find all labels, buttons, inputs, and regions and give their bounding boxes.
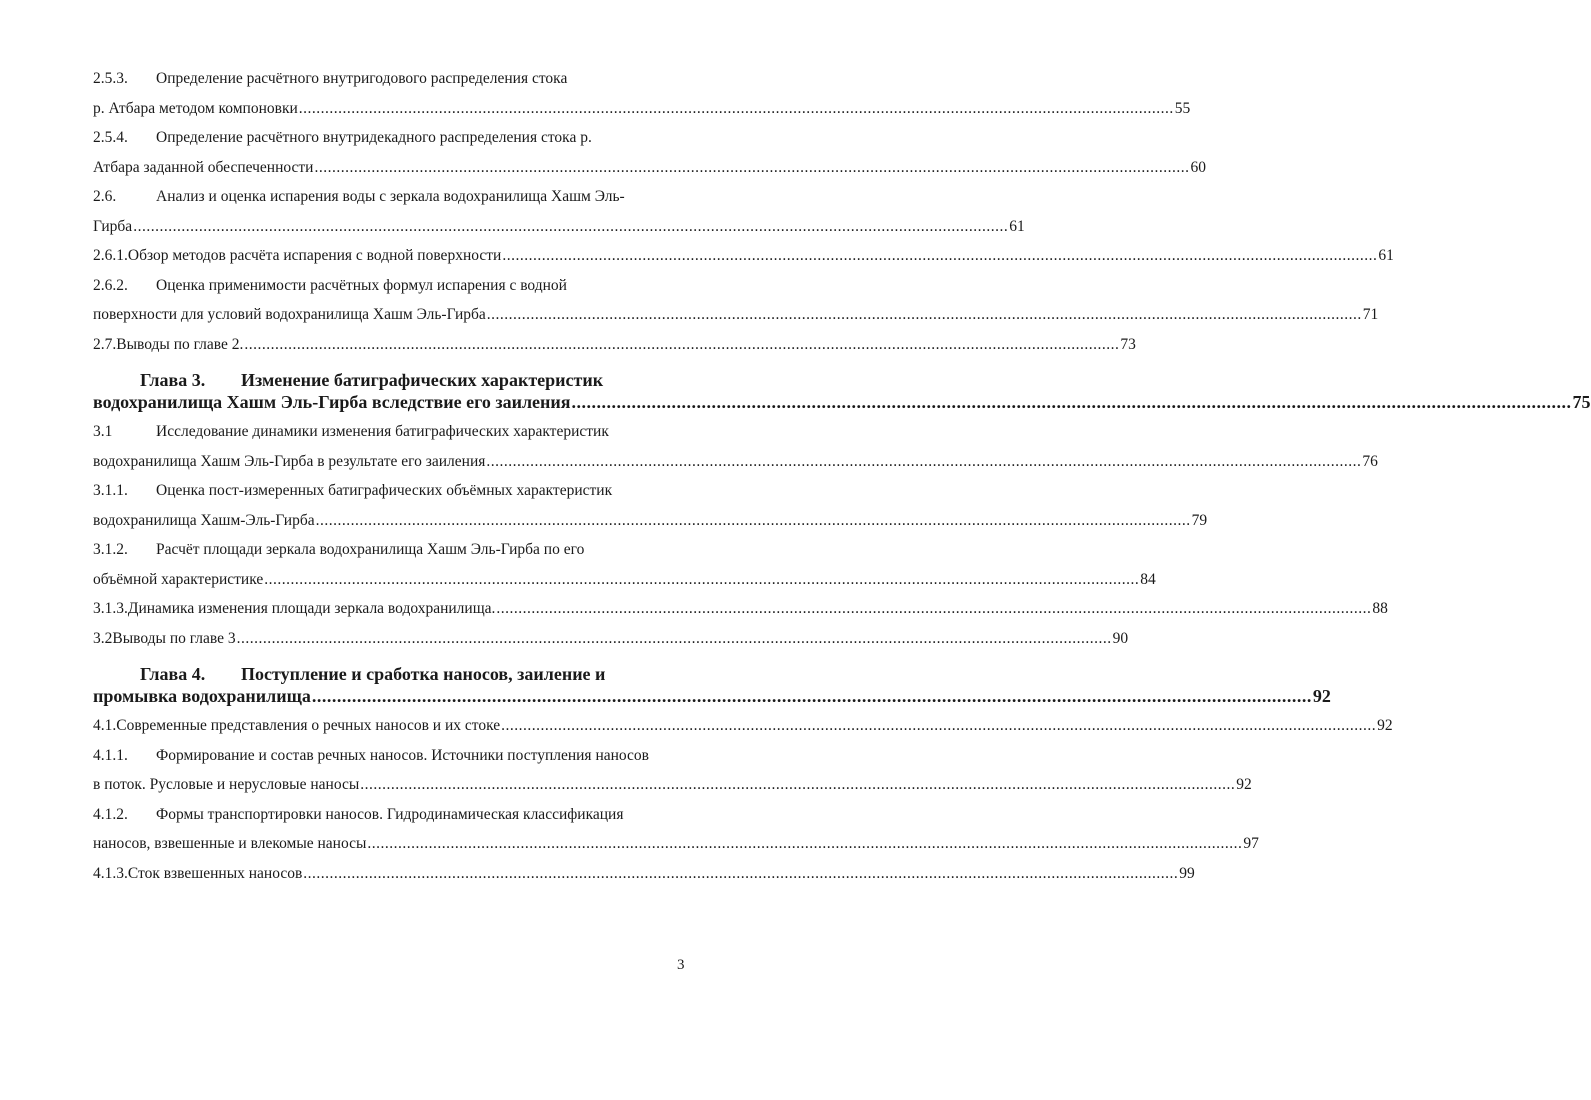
toc-entry-title: Формы транспортировки наносов. Гидродинамическая классификация: [156, 805, 624, 823]
toc-entry-title: Определение расчётного внутригодового распределения стока: [156, 70, 568, 87]
toc-entry-number: 2.5.3.: [93, 70, 128, 87]
toc-entry-3-1[interactable]: [93, 417, 1378, 476]
toc-entry-title: Динамика изменения площади зеркала водохранилища.: [127, 600, 496, 617]
toc-entry-page: 61: [1009, 217, 1025, 235]
toc-entry-title-cont: в поток. Русловые и нерусловые наносы: [93, 776, 360, 793]
leader-dots: [264, 565, 1139, 595]
toc-entry-2-6-1[interactable]: [93, 241, 1394, 271]
leader-dots: [299, 94, 1174, 124]
toc-entry-number: 4.1.1.: [93, 746, 128, 764]
toc-entry-title: Исследование динамики изменения батиграфических характеристик: [156, 423, 609, 440]
toc-chapter-4[interactable]: [93, 663, 1331, 707]
leader-dots: [312, 685, 1312, 707]
toc-entry-title: Современные представления о речных наносов и их стоке: [116, 717, 501, 734]
toc-entry-title: Анализ и оценка испарения воды с зеркала водохранилища Хашм Эль-: [156, 188, 625, 205]
toc-entry-page: 92: [1377, 717, 1393, 734]
leader-dots: [501, 711, 1376, 741]
toc-entry-number: 3.1.1.: [93, 482, 128, 499]
chapter-page: 75: [1572, 392, 1591, 412]
toc-entry-2-7[interactable]: [93, 330, 1136, 360]
toc-entry-number: 2.6.2.: [93, 276, 128, 294]
toc-entry-title: Оценка применимости расчётных формул испарения с водной: [156, 276, 567, 294]
toc-entry-title: Выводы по главе 2.: [116, 335, 244, 353]
toc-entry-4-1-3[interactable]: [93, 859, 1195, 889]
leader-dots: [316, 506, 1191, 536]
toc-entry-page: 73: [1120, 335, 1136, 353]
toc-entry-2-5-4[interactable]: [93, 123, 1206, 182]
toc-entry-page: 97: [1243, 835, 1259, 852]
leader-dots: [487, 300, 1362, 330]
toc-entry-number: 2.5.4.: [93, 129, 128, 146]
toc-entry-title-cont: наносов, взвешенные и влекомые наносы: [93, 835, 367, 852]
toc-entry-4-1[interactable]: [93, 711, 1393, 741]
toc-entry-title: Определение расчётного внутридекадного распределения стока р.: [156, 129, 592, 146]
leader-dots: [572, 391, 1572, 413]
toc-entry-number: 2.6.: [93, 188, 117, 205]
toc-entry-title-cont: поверхности для условий водохранилища Хашм Эль-Гирба: [93, 306, 486, 323]
toc-entry-number: 3.1: [93, 423, 113, 440]
chapter-title-cont: водохранилища Хашм Эль-Гирба вследствие его заиления: [93, 392, 571, 412]
toc-entry-3-1-3[interactable]: [93, 594, 1388, 624]
toc-entry-title: Выводы по главе 3: [112, 629, 236, 647]
toc-entry-title: Сток взвешенных наносов: [127, 864, 303, 882]
page-number: 3: [677, 957, 685, 973]
toc-entry-3-1-1[interactable]: [93, 476, 1208, 535]
toc-entry-title-cont: Атбара заданной обеспеченности: [93, 158, 314, 176]
leader-dots: [502, 241, 1377, 271]
toc-chapter-3[interactable]: [93, 369, 1591, 413]
chapter-title: Поступление и сработка наносов, заиление и: [241, 664, 606, 684]
toc-entry-4-1-1[interactable]: [93, 741, 1252, 800]
toc-entry-title-cont: водохранилища Хашм Эль-Гирба в результате его заиления: [93, 452, 486, 470]
toc-entry-page: 79: [1191, 511, 1208, 529]
leader-dots: [314, 153, 1189, 183]
chapter-number: Глава 3.: [140, 370, 206, 390]
toc-entry-page: 88: [1372, 600, 1388, 617]
toc-entry-title-cont: р. Атбара методом компоновки: [93, 99, 298, 117]
table-of-contents: [93, 64, 1591, 888]
toc-entry-number: 3.2: [93, 629, 113, 647]
leader-dots: [360, 770, 1235, 800]
chapter-title-cont: промывка водохранилища: [93, 686, 311, 706]
toc-entry-2-5-3[interactable]: [93, 64, 1191, 123]
toc-entry-title-cont: объёмной характеристике: [93, 570, 264, 588]
toc-entry-title: Обзор методов расчёта испарения с водной поверхности: [127, 247, 502, 264]
toc-entry-number: 3.1.3.: [93, 600, 128, 617]
toc-entry-page: 92: [1236, 776, 1252, 793]
chapter-page: 92: [1312, 686, 1331, 706]
toc-entry-number: 4.1.3.: [93, 864, 128, 882]
leader-dots: [303, 859, 1178, 889]
toc-entry-page: 71: [1362, 306, 1379, 323]
leader-dots: [496, 594, 1371, 624]
toc-entry-page: 76: [1362, 452, 1378, 470]
leader-dots: [237, 624, 1112, 654]
toc-entry-title: Расчёт площади зеркала водохранилища Хашм Эль-Гирба по его: [156, 541, 585, 558]
toc-entry-4-1-2[interactable]: [93, 800, 1259, 859]
toc-entry-page: 84: [1140, 570, 1156, 588]
chapter-title: Изменение батиграфических характеристик: [241, 370, 604, 390]
toc-entry-number: 3.1.2.: [93, 541, 128, 558]
toc-entry-page: 99: [1179, 864, 1195, 882]
leader-dots: [244, 330, 1119, 360]
toc-entry-number: 4.1.: [93, 717, 117, 734]
toc-entry-2-6[interactable]: [93, 182, 1025, 241]
toc-entry-page: 90: [1112, 629, 1129, 647]
toc-entry-2-6-2[interactable]: [93, 271, 1379, 330]
toc-entry-title: Формирование и состав речных наносов. Источники поступления наносов: [156, 746, 649, 764]
chapter-number: Глава 4.: [140, 664, 206, 684]
toc-entry-number: 2.6.1.: [93, 247, 128, 264]
toc-entry-title-cont: водохранилища Хашм-Эль-Гирба: [93, 511, 315, 529]
toc-entry-page: 60: [1190, 158, 1206, 176]
leader-dots: [133, 212, 1008, 242]
toc-entry-title-cont: Гирба: [93, 217, 133, 235]
toc-entry-page: 61: [1378, 247, 1394, 264]
toc-entry-3-2[interactable]: [93, 624, 1129, 654]
toc-entry-3-1-2[interactable]: [93, 535, 1156, 594]
toc-entry-number: 4.1.2.: [93, 805, 128, 823]
toc-entry-page: 55: [1174, 99, 1191, 117]
toc-entry-number: 2.7.: [93, 335, 117, 353]
leader-dots: [486, 447, 1361, 477]
leader-dots: [367, 829, 1242, 859]
toc-entry-title: Оценка пост-измеренных батиграфических объёмных характеристик: [156, 482, 613, 499]
